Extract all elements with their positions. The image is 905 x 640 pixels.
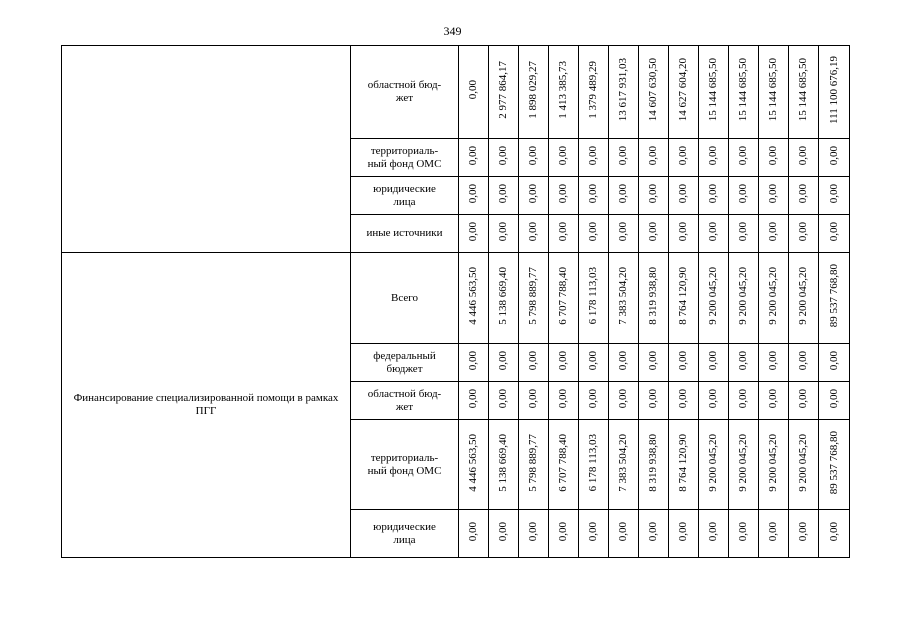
amount-cell [789, 253, 819, 344]
amount-cell [729, 177, 759, 215]
amount-cell [729, 420, 759, 510]
amount-cell [699, 344, 729, 382]
amount-value: 0,00 [497, 521, 509, 542]
amount-cell [729, 215, 759, 253]
funding-source: областной бюд- жет [351, 382, 459, 420]
amount-cell [489, 46, 519, 139]
amount-value: 0,00 [647, 221, 659, 242]
amount-cell [759, 46, 789, 139]
amount-value: 9 200 045,20 [707, 267, 719, 325]
amount-value: 0,00 [827, 183, 840, 204]
funding-table [61, 45, 850, 558]
amount-cell [729, 139, 759, 177]
amount-cell [549, 344, 579, 382]
amount-value: 1 898 029,27 [527, 61, 539, 119]
amount-cell [579, 177, 609, 215]
amount-cell [669, 215, 699, 253]
amount-value: 0,00 [707, 183, 719, 204]
amount-cell [729, 510, 759, 558]
amount-cell [519, 253, 549, 344]
amount-cell [579, 382, 609, 420]
amount-cell [759, 177, 789, 215]
amount-value: 0,00 [557, 183, 569, 204]
amount-value: 0,00 [617, 388, 629, 409]
amount-value: 0,00 [617, 145, 629, 166]
amount-value: 0,00 [527, 145, 539, 166]
amount-value: 0,00 [677, 221, 689, 242]
table-row [62, 46, 850, 139]
amount-cell [489, 139, 519, 177]
amount-value: 0,00 [797, 350, 809, 371]
amount-cell [609, 382, 639, 420]
amount-value: 89 537 768,80 [827, 264, 840, 328]
amount-value: 0,00 [467, 145, 479, 166]
amount-value: 0,00 [827, 350, 840, 371]
amount-value: 6 707 788,40 [557, 267, 569, 325]
amount-value: 1 413 385,73 [557, 61, 569, 119]
amount-cell [759, 382, 789, 420]
amount-cell [789, 382, 819, 420]
amount-value: 0,00 [767, 145, 779, 166]
amount-value: 2 977 864,17 [497, 61, 509, 119]
amount-value: 0,00 [617, 521, 629, 542]
amount-value: 0,00 [587, 521, 599, 542]
amount-cell [489, 382, 519, 420]
amount-cell [549, 215, 579, 253]
amount-cell [669, 344, 699, 382]
amount-cell [639, 510, 669, 558]
amount-value: 0,00 [707, 521, 719, 542]
amount-cell [789, 344, 819, 382]
amount-value: 0,00 [797, 521, 809, 542]
amount-cell [549, 420, 579, 510]
amount-cell [669, 510, 699, 558]
amount-cell [459, 420, 489, 510]
amount-cell [549, 253, 579, 344]
funding-source: территориаль- ный фонд ОМС [351, 420, 459, 510]
funding-source: Всего [351, 253, 459, 344]
amount-cell [819, 215, 850, 253]
funding-source: федеральный бюджет [351, 344, 459, 382]
amount-value: 0,00 [827, 388, 840, 409]
amount-cell [459, 382, 489, 420]
amount-cell [789, 510, 819, 558]
amount-value: 0,00 [497, 350, 509, 371]
amount-value: 8 319 938,80 [647, 267, 659, 325]
amount-value: 0,00 [467, 350, 479, 371]
amount-value: 0,00 [647, 183, 659, 204]
amount-value: 0,00 [527, 183, 539, 204]
amount-value: 0,00 [767, 183, 779, 204]
amount-cell [819, 139, 850, 177]
amount-cell [819, 420, 850, 510]
section-description: Финансирование специализированной помощи в рамках ПГГ [62, 253, 351, 558]
amount-value: 0,00 [677, 183, 689, 204]
amount-value: 0,00 [497, 221, 509, 242]
amount-cell [519, 46, 549, 139]
funding-source: иные источники [351, 215, 459, 253]
amount-cell [759, 139, 789, 177]
amount-value: 15 144 685,50 [797, 58, 809, 122]
amount-cell [609, 215, 639, 253]
amount-value: 0,00 [737, 521, 749, 542]
amount-value: 14 607 630,50 [647, 58, 659, 122]
amount-value: 0,00 [557, 221, 569, 242]
amount-value: 9 200 045,20 [737, 267, 749, 325]
amount-value: 5 798 889,77 [527, 433, 539, 492]
amount-value: 0,00 [827, 521, 840, 542]
amount-cell [519, 139, 549, 177]
amount-cell [549, 139, 579, 177]
amount-cell [669, 46, 699, 139]
amount-value: 9 200 045,20 [707, 433, 719, 492]
amount-value: 0,00 [647, 350, 659, 371]
amount-cell [459, 510, 489, 558]
amount-cell [459, 253, 489, 344]
amount-value: 0,00 [677, 521, 689, 542]
amount-value: 15 144 685,50 [767, 58, 779, 122]
amount-cell [759, 420, 789, 510]
amount-value: 0,00 [587, 388, 599, 409]
amount-value: 0,00 [617, 221, 629, 242]
amount-value: 0,00 [677, 145, 689, 166]
amount-value: 5 798 889,77 [527, 267, 539, 325]
amount-value: 0,00 [707, 221, 719, 242]
amount-cell [549, 177, 579, 215]
amount-cell [819, 253, 850, 344]
amount-value: 0,00 [707, 388, 719, 409]
amount-cell [669, 253, 699, 344]
amount-value: 0,00 [797, 221, 809, 242]
amount-cell [639, 177, 669, 215]
amount-cell [639, 382, 669, 420]
amount-cell [489, 510, 519, 558]
amount-value: 9 200 045,20 [797, 433, 809, 492]
amount-cell [699, 253, 729, 344]
amount-value: 0,00 [827, 145, 840, 166]
amount-value: 15 144 685,50 [737, 58, 749, 122]
amount-value: 89 537 768,80 [827, 430, 840, 495]
amount-cell [819, 344, 850, 382]
amount-cell [699, 139, 729, 177]
amount-cell [759, 344, 789, 382]
amount-cell [579, 344, 609, 382]
amount-value: 0,00 [647, 388, 659, 409]
amount-value: 0,00 [587, 145, 599, 166]
amount-cell [639, 344, 669, 382]
amount-value: 0,00 [677, 388, 689, 409]
amount-cell [549, 382, 579, 420]
funding-source: юридические лица [351, 510, 459, 558]
amount-value: 0,00 [617, 183, 629, 204]
amount-cell [729, 46, 759, 139]
amount-cell [699, 215, 729, 253]
amount-cell [669, 139, 699, 177]
amount-value: 0,00 [737, 350, 749, 371]
amount-value: 0,00 [767, 388, 779, 409]
amount-value: 9 200 045,20 [797, 267, 809, 325]
amount-cell [759, 510, 789, 558]
amount-cell [789, 139, 819, 177]
amount-cell [789, 46, 819, 139]
amount-value: 0,00 [497, 388, 509, 409]
amount-value: 0,00 [587, 350, 599, 371]
amount-cell [489, 344, 519, 382]
amount-value: 0,00 [767, 521, 779, 542]
amount-value: 15 144 685,50 [707, 58, 719, 122]
amount-cell [609, 46, 639, 139]
amount-cell [669, 420, 699, 510]
amount-cell [759, 215, 789, 253]
amount-cell [549, 46, 579, 139]
amount-cell [699, 46, 729, 139]
section-description [62, 46, 351, 253]
amount-cell [609, 253, 639, 344]
amount-cell [699, 177, 729, 215]
amount-cell [519, 510, 549, 558]
amount-value: 0,00 [707, 145, 719, 166]
amount-cell [639, 253, 669, 344]
amount-cell [519, 215, 549, 253]
amount-cell [609, 139, 639, 177]
amount-cell [489, 177, 519, 215]
amount-value: 13 617 931,03 [617, 58, 629, 122]
amount-cell [459, 139, 489, 177]
amount-value: 0,00 [527, 521, 539, 542]
amount-cell [519, 177, 549, 215]
amount-cell [639, 46, 669, 139]
amount-cell [609, 344, 639, 382]
page-number: 349 [443, 24, 462, 38]
amount-value: 0,00 [497, 145, 509, 166]
amount-cell [519, 344, 549, 382]
amount-value: 0,00 [827, 221, 840, 242]
amount-value: 0,00 [557, 521, 569, 542]
amount-value: 0,00 [467, 183, 479, 204]
amount-value: 1 379 489,29 [587, 61, 599, 119]
amount-cell [639, 215, 669, 253]
amount-value: 0,00 [557, 388, 569, 409]
amount-value: 5 138 669,40 [497, 433, 509, 492]
amount-cell [819, 382, 850, 420]
amount-cell [459, 344, 489, 382]
amount-value: 9 200 045,20 [767, 433, 779, 492]
amount-cell [609, 510, 639, 558]
amount-value: 0,00 [647, 521, 659, 542]
amount-cell [459, 177, 489, 215]
amount-cell [519, 382, 549, 420]
amount-cell [729, 344, 759, 382]
amount-cell [549, 510, 579, 558]
amount-value: 0,00 [737, 388, 749, 409]
amount-cell [669, 382, 699, 420]
amount-value: 0,00 [527, 350, 539, 371]
funding-source: территориаль- ный фонд ОМС [351, 139, 459, 177]
amount-value: 0,00 [647, 145, 659, 166]
amount-cell [699, 382, 729, 420]
funding-source: областной бюд- жет [351, 46, 459, 139]
amount-value: 0,00 [467, 80, 479, 100]
amount-cell [789, 420, 819, 510]
amount-cell [579, 253, 609, 344]
amount-cell [819, 177, 850, 215]
amount-value: 0,00 [467, 221, 479, 242]
table-row [62, 253, 850, 344]
amount-value: 0,00 [587, 221, 599, 242]
amount-cell [789, 177, 819, 215]
amount-cell [489, 253, 519, 344]
amount-cell [609, 177, 639, 215]
amount-value: 0,00 [587, 183, 599, 204]
amount-cell [699, 510, 729, 558]
amount-value: 9 200 045,20 [737, 433, 749, 492]
amount-value: 0,00 [707, 350, 719, 371]
amount-value: 6 178 113,03 [587, 267, 599, 325]
amount-value: 5 138 669,40 [497, 267, 509, 325]
funding-source: юридические лица [351, 177, 459, 215]
amount-cell [459, 46, 489, 139]
amount-value: 0,00 [737, 221, 749, 242]
amount-value: 111 100 676,19 [827, 56, 840, 124]
amount-cell [459, 215, 489, 253]
amount-value: 4 446 563,50 [467, 267, 479, 325]
amount-cell [609, 420, 639, 510]
amount-value: 0,00 [527, 388, 539, 409]
amount-cell [789, 215, 819, 253]
amount-value: 0,00 [497, 183, 509, 204]
amount-value: 6 707 788,40 [557, 433, 569, 492]
amount-value: 0,00 [797, 145, 809, 166]
amount-value: 0,00 [737, 145, 749, 166]
amount-value: 14 627 604,20 [677, 58, 689, 122]
amount-value: 7 383 504,20 [617, 433, 629, 492]
amount-cell [579, 215, 609, 253]
amount-value: 0,00 [797, 388, 809, 409]
amount-cell [489, 420, 519, 510]
amount-cell [579, 420, 609, 510]
amount-cell [489, 215, 519, 253]
amount-cell [699, 420, 729, 510]
amount-value: 8 764 120,90 [677, 267, 689, 325]
amount-value: 7 383 504,20 [617, 267, 629, 325]
amount-value: 4 446 563,50 [467, 433, 479, 492]
amount-cell [579, 510, 609, 558]
amount-cell [819, 510, 850, 558]
amount-value: 0,00 [797, 183, 809, 204]
amount-value: 0,00 [767, 350, 779, 371]
amount-cell [639, 139, 669, 177]
amount-cell [519, 420, 549, 510]
amount-cell [639, 420, 669, 510]
amount-cell [819, 46, 850, 139]
amount-cell [729, 253, 759, 344]
amount-value: 0,00 [767, 221, 779, 242]
amount-cell [579, 139, 609, 177]
amount-value: 0,00 [557, 350, 569, 371]
amount-value: 0,00 [677, 350, 689, 371]
amount-value: 6 178 113,03 [587, 433, 599, 492]
amount-value: 0,00 [527, 221, 539, 242]
amount-value: 0,00 [617, 350, 629, 371]
amount-cell [579, 46, 609, 139]
amount-value: 0,00 [467, 388, 479, 409]
amount-value: 8 319 938,80 [647, 433, 659, 492]
amount-value: 8 764 120,90 [677, 433, 689, 492]
amount-value: 0,00 [557, 145, 569, 166]
amount-value: 0,00 [467, 521, 479, 542]
amount-cell [759, 253, 789, 344]
amount-value: 9 200 045,20 [767, 267, 779, 325]
amount-cell [729, 382, 759, 420]
amount-value: 0,00 [737, 183, 749, 204]
amount-cell [669, 177, 699, 215]
